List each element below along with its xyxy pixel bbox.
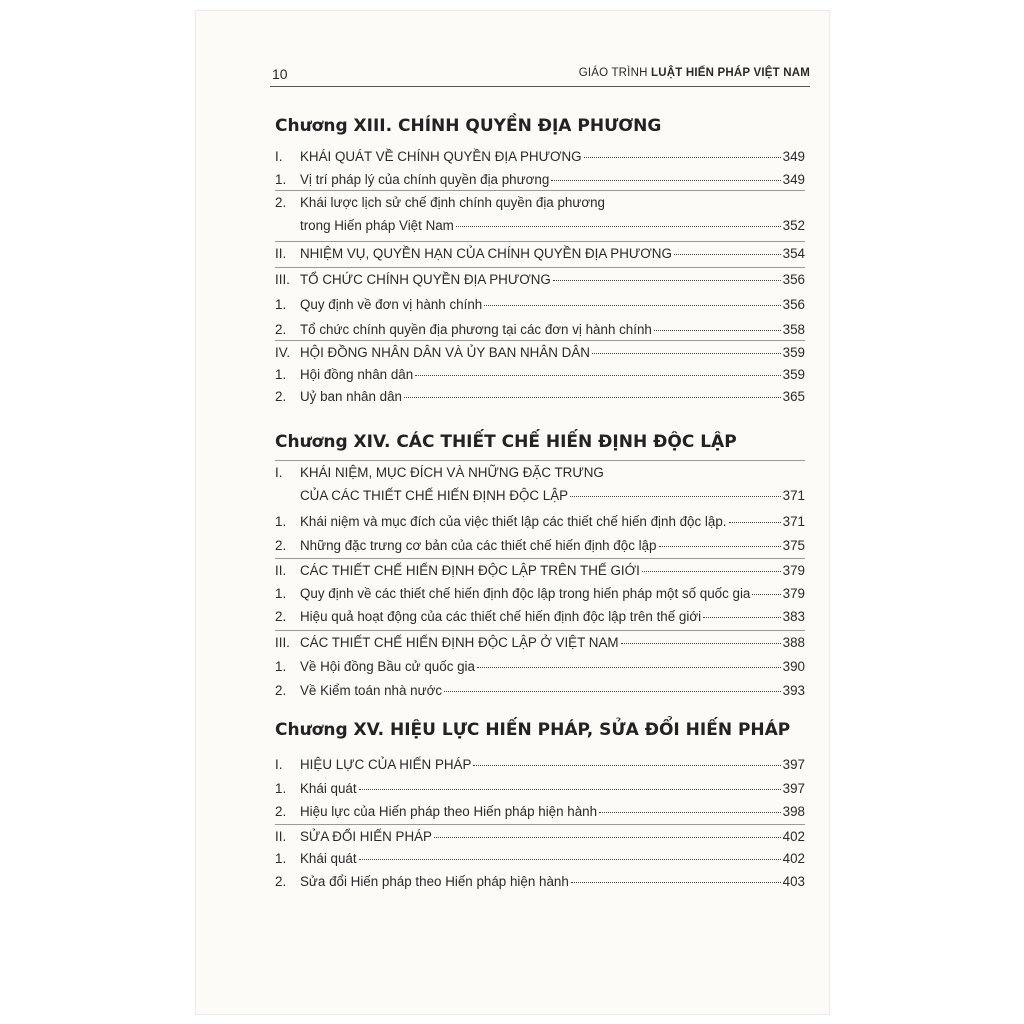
book-title-prefix: GIÁO TRÌNH bbox=[578, 67, 651, 79]
toc-entry[interactable] bbox=[275, 682, 805, 699]
entry-page: 349 bbox=[782, 172, 805, 187]
toc-entry[interactable] bbox=[275, 562, 805, 579]
toc-entry[interactable] bbox=[275, 513, 805, 530]
toc-entry[interactable] bbox=[275, 608, 805, 625]
toc-entry[interactable] bbox=[275, 344, 805, 361]
entry-page: 359 bbox=[782, 367, 805, 382]
entry-page: 349 bbox=[782, 149, 805, 164]
entry-number: 2. bbox=[275, 195, 287, 210]
entry-page: 402 bbox=[782, 829, 805, 844]
dot-leader bbox=[729, 522, 781, 523]
toc-entry[interactable] bbox=[275, 366, 805, 383]
dot-leader bbox=[434, 837, 781, 838]
entry-title: Về Kiểm toán nhà nước bbox=[300, 683, 443, 698]
row-divider bbox=[275, 241, 805, 242]
entry-number: 1. bbox=[275, 781, 287, 796]
entry-page: 354 bbox=[782, 246, 805, 261]
entry-title: Khái quát bbox=[300, 781, 357, 796]
entry-page: 388 bbox=[782, 635, 805, 650]
dot-leader bbox=[621, 643, 781, 644]
dot-leader bbox=[359, 789, 781, 790]
toc-entry[interactable] bbox=[275, 464, 805, 481]
entry-number: 1. bbox=[275, 586, 287, 601]
entry-number: II. bbox=[275, 829, 287, 844]
row-divider bbox=[275, 267, 805, 268]
entry-number: III. bbox=[275, 635, 290, 650]
dot-leader bbox=[571, 882, 781, 883]
entry-title: Khái niệm và mục đích của việc thiết lập các thiết chế hiến định độc lập. bbox=[300, 514, 727, 529]
entry-page: 359 bbox=[782, 345, 805, 360]
dot-leader bbox=[654, 330, 781, 331]
entry-page: 375 bbox=[782, 538, 805, 553]
entry-page: 398 bbox=[782, 804, 805, 819]
entry-title: SỬA ĐỔI HIẾN PHÁP bbox=[300, 829, 432, 844]
entry-number: 2. bbox=[275, 609, 287, 624]
dot-leader bbox=[642, 571, 781, 572]
entry-title: Khái quát bbox=[300, 851, 357, 866]
book-title bbox=[579, 67, 810, 79]
entry-title: Hiệu quả hoạt động của các thiết chế hiến định độc lập trên thế giới bbox=[300, 609, 702, 624]
dot-leader bbox=[570, 496, 781, 497]
entry-title: Tổ chức chính quyền địa phương tại các đơn vị hành chính bbox=[300, 322, 652, 337]
toc-entry-continuation[interactable] bbox=[275, 487, 805, 504]
entry-page: 390 bbox=[782, 659, 805, 674]
entry-page: 393 bbox=[782, 683, 805, 698]
entry-title: Hội đồng nhân dân bbox=[300, 367, 414, 382]
dot-leader bbox=[674, 254, 781, 255]
toc-entry[interactable] bbox=[275, 271, 805, 288]
chapter-heading: Chương XIV. CÁC THIẾT CHẾ HIẾN ĐỊNH ĐỘC LẬP bbox=[275, 432, 737, 452]
toc-entry[interactable] bbox=[275, 873, 805, 890]
entry-page: 358 bbox=[782, 322, 805, 337]
entry-title: KHÁI QUÁT VỀ CHÍNH QUYỀN ĐỊA PHƯƠNG bbox=[300, 149, 582, 164]
entry-title-continuation: trong Hiến pháp Việt Nam bbox=[300, 218, 454, 233]
entry-number: 2. bbox=[275, 322, 287, 337]
dot-leader bbox=[456, 226, 781, 227]
entry-number: 2. bbox=[275, 683, 287, 698]
entry-page: 371 bbox=[782, 488, 805, 503]
chapter-heading: Chương XIII. CHÍNH QUYỀN ĐỊA PHƯƠNG bbox=[275, 116, 662, 136]
dot-leader bbox=[584, 157, 781, 158]
entry-page: 402 bbox=[782, 851, 805, 866]
entry-number: 1. bbox=[275, 659, 287, 674]
entry-page: 397 bbox=[782, 757, 805, 772]
entry-title: HỘI ĐỒNG NHÂN DÂN VÀ ỦY BAN NHÂN DÂN bbox=[300, 345, 590, 360]
toc-entry[interactable] bbox=[275, 171, 805, 188]
toc-entry[interactable] bbox=[275, 296, 805, 313]
entry-title: Vị trí pháp lý của chính quyền địa phương bbox=[300, 172, 550, 187]
toc-entry[interactable] bbox=[275, 828, 805, 845]
entry-title: Quy định về đơn vị hành chính bbox=[300, 297, 483, 312]
row-divider bbox=[275, 340, 805, 341]
entry-number: I. bbox=[275, 465, 283, 480]
entry-page: 365 bbox=[782, 389, 805, 404]
toc-entry[interactable] bbox=[275, 850, 805, 867]
entry-page: 383 bbox=[782, 609, 805, 624]
toc-entry[interactable] bbox=[275, 585, 805, 602]
entry-title: CÁC THIẾT CHẾ HIẾN ĐỊNH ĐỘC LẬP TRÊN THẾ GIỚI bbox=[300, 563, 640, 578]
running-header bbox=[270, 64, 810, 87]
entry-number: 1. bbox=[275, 367, 287, 382]
dot-leader bbox=[359, 859, 781, 860]
entry-number: 2. bbox=[275, 804, 287, 819]
entry-number: 2. bbox=[275, 389, 287, 404]
dot-leader bbox=[551, 180, 780, 181]
entry-title: NHIỆM VỤ, QUYỀN HẠN CỦA CHÍNH QUYỀN ĐỊA PHƯƠNG bbox=[300, 246, 672, 261]
toc-entry[interactable] bbox=[275, 780, 805, 797]
entry-number: 2. bbox=[275, 538, 287, 553]
toc-entry[interactable] bbox=[275, 756, 805, 773]
entry-number: II. bbox=[275, 563, 287, 578]
entry-title-continuation: CỦA CÁC THIẾT CHẾ HIẾN ĐỊNH ĐỘC LẬP bbox=[300, 488, 569, 503]
entry-page: 356 bbox=[782, 297, 805, 312]
row-divider bbox=[275, 558, 805, 559]
entry-number: 1. bbox=[275, 851, 287, 866]
row-divider bbox=[275, 824, 805, 825]
row-divider bbox=[275, 190, 805, 191]
toc-entry[interactable] bbox=[275, 194, 805, 211]
entry-page: 379 bbox=[782, 586, 805, 601]
entry-title: Sửa đổi Hiến pháp theo Hiến pháp hiện hành bbox=[300, 874, 569, 889]
entry-title: Những đặc trưng cơ bản của các thiết chế hiến định độc lập bbox=[300, 538, 657, 553]
dot-leader bbox=[484, 305, 780, 306]
toc-entry[interactable] bbox=[275, 148, 805, 165]
entry-title: Hiệu lực của Hiến pháp theo Hiến pháp hiện hành bbox=[300, 804, 598, 819]
entry-number: I. bbox=[275, 149, 283, 164]
chapter-heading: Chương XV. HIỆU LỰC HIẾN PHÁP, SỬA ĐỔI HIẾN PHÁP bbox=[275, 720, 791, 740]
entry-title: TỔ CHỨC CHÍNH QUYỀN ĐỊA PHƯƠNG bbox=[300, 272, 551, 287]
entry-number: 1. bbox=[275, 172, 287, 187]
entry-number: 1. bbox=[275, 514, 287, 529]
entry-title: Quy định về các thiết chế hiến định độc lập trong hiến pháp một số quốc gia bbox=[300, 586, 751, 601]
toc-entry[interactable] bbox=[275, 658, 805, 675]
row-divider bbox=[275, 460, 805, 461]
entry-number: 2. bbox=[275, 874, 287, 889]
entry-title: CÁC THIẾT CHẾ HIẾN ĐỊNH ĐỘC LẬP Ở VIỆT NAM bbox=[300, 635, 619, 650]
entry-title: Khái lược lịch sử chế định chính quyền địa phương bbox=[300, 195, 606, 210]
entry-page: 379 bbox=[782, 563, 805, 578]
entry-title: Về Hội đồng Bầu cử quốc gia bbox=[300, 659, 475, 674]
entry-title: HIỆU LỰC CỦA HIẾN PHÁP bbox=[300, 757, 472, 772]
row-divider bbox=[275, 630, 805, 631]
book-title-bold: LUẬT HIẾN PHÁP VIỆT NAM bbox=[650, 67, 810, 79]
toc-entry[interactable] bbox=[275, 537, 805, 554]
entry-page: 352 bbox=[782, 218, 805, 233]
dot-leader bbox=[553, 280, 781, 281]
toc-entry[interactable] bbox=[275, 245, 805, 262]
entry-number: III. bbox=[275, 272, 290, 287]
dot-leader bbox=[592, 353, 781, 354]
dot-leader bbox=[404, 397, 781, 398]
entry-page: 371 bbox=[782, 514, 805, 529]
page-number: 10 bbox=[272, 66, 288, 82]
entry-number: I. bbox=[275, 757, 283, 772]
entry-title: Uỷ ban nhân dân bbox=[300, 389, 402, 404]
dot-leader bbox=[477, 667, 781, 668]
toc-entry[interactable] bbox=[275, 321, 805, 338]
entry-number: IV. bbox=[275, 345, 291, 360]
toc-entry[interactable] bbox=[275, 803, 805, 820]
dot-leader bbox=[599, 812, 781, 813]
entry-page: 397 bbox=[782, 781, 805, 796]
dot-leader bbox=[444, 691, 781, 692]
entry-page: 356 bbox=[782, 272, 805, 287]
entry-number: II. bbox=[275, 246, 287, 261]
entry-number: 1. bbox=[275, 297, 287, 312]
dot-leader bbox=[473, 765, 780, 766]
toc-entry-continuation[interactable] bbox=[275, 217, 805, 234]
dot-leader bbox=[752, 594, 780, 595]
entry-title: KHÁI NIỆM, MỤC ĐÍCH VÀ NHỮNG ĐẶC TRƯNG bbox=[300, 465, 604, 480]
toc-entry[interactable] bbox=[275, 634, 805, 651]
toc-entry[interactable] bbox=[275, 388, 805, 405]
entry-page: 403 bbox=[782, 874, 805, 889]
dot-leader bbox=[703, 617, 781, 618]
dot-leader bbox=[659, 546, 781, 547]
dot-leader bbox=[415, 375, 780, 376]
